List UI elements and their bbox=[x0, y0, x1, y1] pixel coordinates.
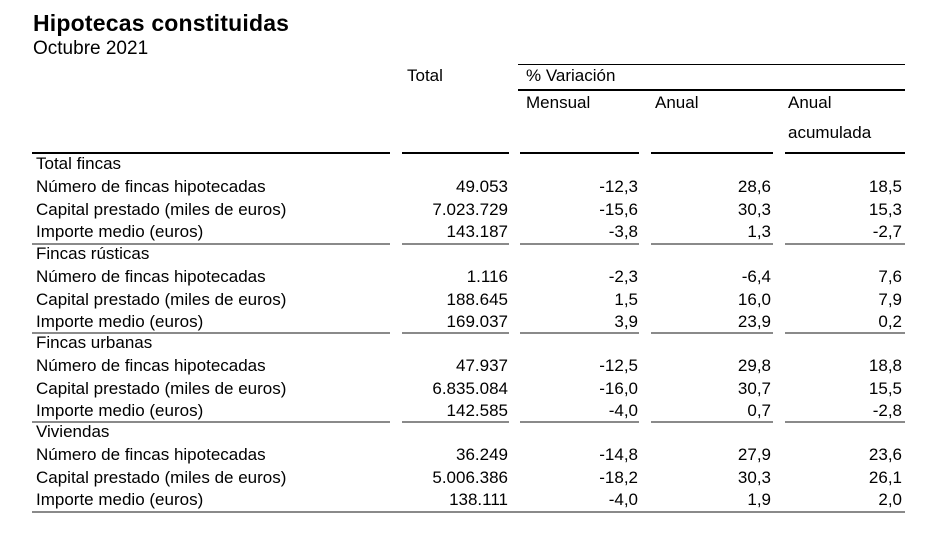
row-label: Importe medio (euros) bbox=[36, 222, 204, 241]
cell-anual: -6,4 bbox=[741, 267, 771, 286]
cell-anual: 1,9 bbox=[747, 490, 771, 509]
section-header-row bbox=[0, 244, 932, 266]
cell-anual: 27,9 bbox=[737, 445, 771, 464]
cell-acumulada: 2,0 bbox=[878, 490, 902, 509]
row-label: Número de fincas hipotecadas bbox=[36, 177, 266, 196]
cell-acumulada: -2,7 bbox=[872, 222, 902, 241]
table-bottom-rule bbox=[32, 511, 905, 513]
cell-mensual: -12,3 bbox=[599, 177, 638, 196]
cell-acumulada: 0,2 bbox=[878, 312, 902, 331]
table-row bbox=[0, 290, 932, 312]
cell-acumulada: 18,5 bbox=[868, 177, 902, 196]
cell-acumulada: 18,8 bbox=[868, 356, 902, 375]
cell-mensual: -4,0 bbox=[608, 401, 638, 420]
cell-anual: 30,7 bbox=[737, 379, 771, 398]
cell-total: 143.187 bbox=[446, 222, 508, 241]
row-label: Importe medio (euros) bbox=[36, 312, 204, 331]
row-label: Número de fincas hipotecadas bbox=[36, 445, 266, 464]
cell-acumulada: 7,9 bbox=[878, 290, 902, 309]
cell-anual: 29,8 bbox=[737, 356, 771, 375]
section-header-row bbox=[0, 333, 932, 355]
cell-total: 138.111 bbox=[449, 490, 508, 509]
row-label: Capital prestado (miles de euros) bbox=[36, 200, 287, 219]
cell-anual: 16,0 bbox=[737, 290, 771, 309]
table-row bbox=[0, 312, 932, 334]
header-anual-acumulada-line1: Anual bbox=[788, 93, 832, 112]
cell-total: 5.006.386 bbox=[432, 468, 508, 487]
section-label: Viviendas bbox=[36, 422, 110, 441]
cell-acumulada: 23,6 bbox=[868, 445, 902, 464]
cell-mensual: -15,6 bbox=[599, 200, 638, 219]
table-row bbox=[0, 379, 932, 401]
cell-total: 49.053 bbox=[456, 177, 508, 196]
cell-total: 6.835.084 bbox=[432, 379, 508, 398]
cell-total: 169.037 bbox=[446, 312, 508, 331]
row-label: Capital prestado (miles de euros) bbox=[36, 468, 287, 487]
table-row bbox=[0, 356, 932, 378]
cell-anual: 0,7 bbox=[747, 401, 771, 420]
cell-anual: 30,3 bbox=[737, 200, 771, 219]
cell-mensual: -16,0 bbox=[599, 379, 638, 398]
table-row bbox=[0, 177, 932, 199]
row-label: Capital prestado (miles de euros) bbox=[36, 379, 287, 398]
cell-acumulada: -2,8 bbox=[872, 401, 902, 420]
table-row bbox=[0, 468, 932, 490]
cell-anual: 30,3 bbox=[737, 468, 771, 487]
cell-total: 36.249 bbox=[456, 445, 508, 464]
header-mensual: Mensual bbox=[526, 93, 591, 112]
cell-mensual: 3,9 bbox=[614, 312, 638, 331]
table-row bbox=[0, 490, 932, 512]
page-title: Hipotecas constituidas bbox=[33, 10, 290, 36]
row-label: Capital prestado (miles de euros) bbox=[36, 290, 287, 309]
section-header-row bbox=[0, 154, 932, 176]
table-row bbox=[0, 222, 932, 244]
cell-acumulada: 15,5 bbox=[868, 379, 902, 398]
row-label: Importe medio (euros) bbox=[36, 490, 204, 509]
cell-mensual: -4,0 bbox=[608, 490, 638, 509]
cell-anual: 23,9 bbox=[737, 312, 771, 331]
cell-acumulada: 7,6 bbox=[878, 267, 902, 286]
cell-total: 142.585 bbox=[446, 401, 508, 420]
cell-mensual: -18,2 bbox=[599, 468, 638, 487]
table-row bbox=[0, 200, 932, 222]
table-row bbox=[0, 445, 932, 467]
header-total: Total bbox=[407, 66, 443, 85]
header-top-rule bbox=[518, 64, 905, 65]
table-row bbox=[0, 401, 932, 423]
cell-mensual: -14,8 bbox=[599, 445, 638, 464]
section-label: Fincas rústicas bbox=[36, 244, 150, 263]
table-row bbox=[0, 267, 932, 289]
cell-mensual: -12,5 bbox=[599, 356, 638, 375]
cell-acumulada: 15,3 bbox=[868, 200, 902, 219]
row-label: Número de fincas hipotecadas bbox=[36, 267, 266, 286]
cell-total: 7.023.729 bbox=[432, 200, 508, 219]
section-label: Fincas urbanas bbox=[36, 333, 153, 352]
cell-anual: 28,6 bbox=[737, 177, 771, 196]
cell-total: 47.937 bbox=[456, 356, 508, 375]
section-label: Total fincas bbox=[36, 154, 122, 173]
section-header-row bbox=[0, 422, 932, 444]
header-anual-acumulada-line2: acumulada bbox=[788, 123, 872, 142]
row-label: Número de fincas hipotecadas bbox=[36, 356, 266, 375]
header-anual: Anual bbox=[655, 93, 699, 112]
cell-total: 1.116 bbox=[466, 267, 508, 286]
cell-mensual: 1,5 bbox=[614, 290, 638, 309]
cell-mensual: -2,3 bbox=[608, 267, 638, 286]
header-variacion: % Variación bbox=[526, 66, 616, 85]
cell-acumulada: 26,1 bbox=[868, 468, 902, 487]
cell-anual: 1,3 bbox=[747, 222, 771, 241]
cell-mensual: -3,8 bbox=[608, 222, 638, 241]
variacion-rule bbox=[518, 89, 905, 91]
cell-total: 188.645 bbox=[446, 290, 508, 309]
page-subtitle: Octubre 2021 bbox=[33, 38, 149, 59]
row-label: Importe medio (euros) bbox=[36, 401, 204, 420]
